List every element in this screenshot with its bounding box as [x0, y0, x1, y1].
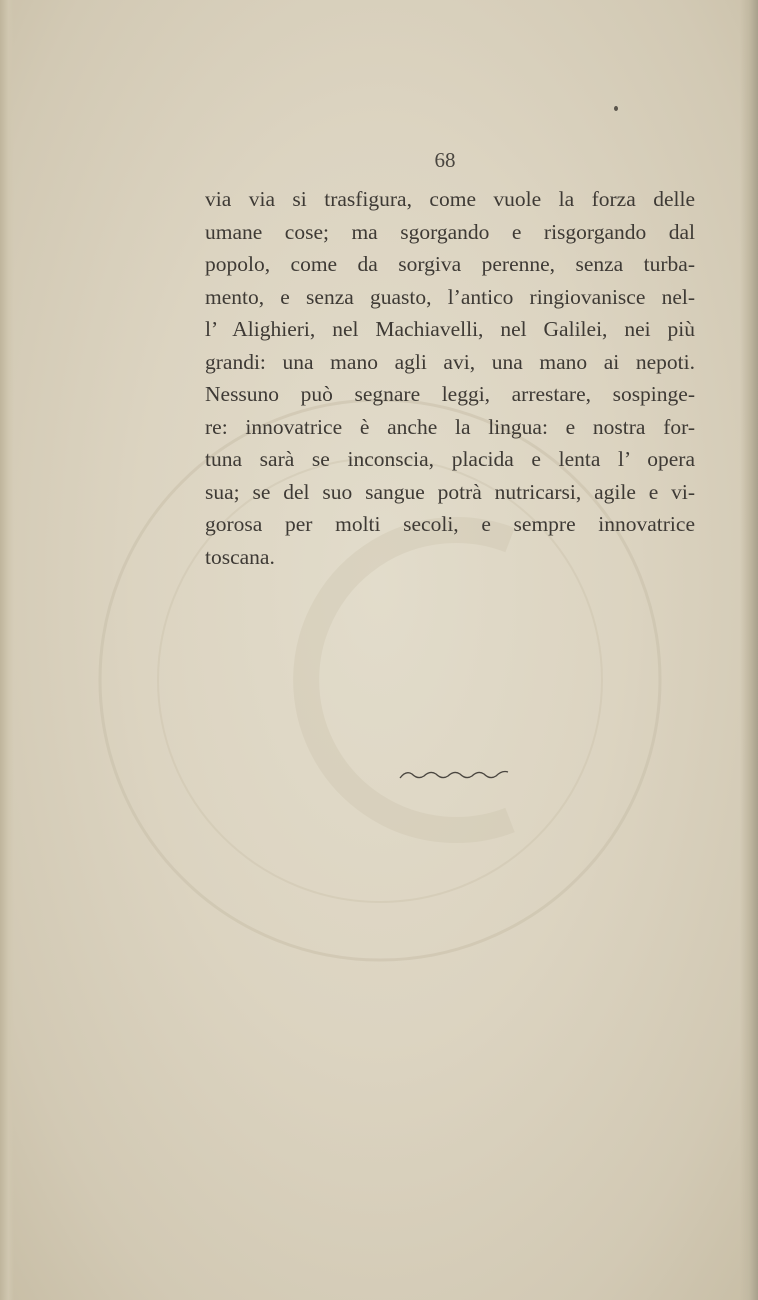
page-edge-right	[740, 0, 758, 1300]
text-line: popolo, come da sorgiva perenne, senza turba-	[205, 252, 695, 276]
body-text	[205, 183, 695, 573]
text-line: grandi: una mano agli avi, una mano ai nepoti.	[205, 349, 695, 374]
ink-speck	[614, 106, 618, 111]
page-edge-left	[0, 0, 14, 1300]
page-number: 68	[434, 148, 456, 172]
text-line: l’ Alighieri, nel Machiavelli, nel Galilei, nei più	[205, 317, 695, 341]
text-line: via via si trasfigura, come vuole la forza delle	[205, 187, 695, 211]
text-line: tuna sarà se inconscia, placida e lenta l’ opera	[205, 447, 695, 471]
text-line: toscana.	[205, 544, 275, 569]
text-line: sua; se del suo sangue potrà nutricarsi, agile e vi-	[205, 479, 695, 504]
text-line: re: innovatrice è anche la lingua: e nostra for-	[205, 414, 695, 439]
text-line: gorosa per molti secoli, e sempre innovatrice	[205, 512, 695, 536]
text-line: Nessuno può segnare leggi, arrestare, sospinge-	[205, 382, 695, 406]
text-line: mento, e senza guasto, l’antico ringiovanisce nel-	[205, 284, 695, 309]
wavy-tailpiece-ornament-icon	[398, 768, 510, 782]
text-line: umane cose; ma sgorgando e risgorgando dal	[205, 219, 695, 244]
